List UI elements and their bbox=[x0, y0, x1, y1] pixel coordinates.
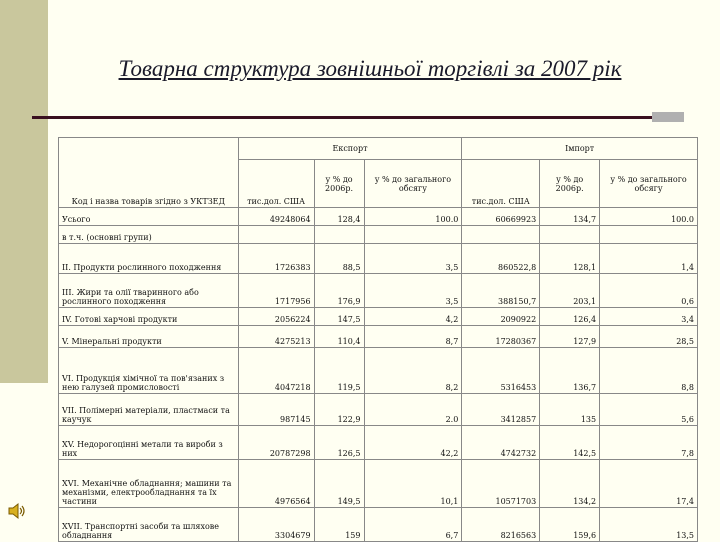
row-value: 42,2 bbox=[364, 426, 462, 460]
row-value: 49248064 bbox=[238, 208, 314, 226]
row-value: 388150,7 bbox=[462, 274, 540, 308]
row-value: 128,1 bbox=[540, 244, 600, 274]
row-value: 142,5 bbox=[540, 426, 600, 460]
table-row bbox=[59, 274, 698, 308]
header-import: Імпорт bbox=[462, 138, 698, 160]
row-label: VI. Продукція хімічної та пов'язаних з нею галузей промисловості bbox=[59, 348, 239, 394]
row-value: 13,5 bbox=[600, 508, 698, 542]
header-exp-usd: тис.дол. США bbox=[238, 160, 314, 208]
speaker-icon[interactable] bbox=[6, 500, 28, 522]
table-row bbox=[59, 348, 698, 394]
row-value: 203,1 bbox=[540, 274, 600, 308]
row-value: 4047218 bbox=[238, 348, 314, 394]
row-value bbox=[314, 226, 364, 244]
row-value bbox=[364, 226, 462, 244]
row-value: 147,5 bbox=[314, 308, 364, 326]
header-imp-pct-total: у % до загального обсягу bbox=[600, 160, 698, 208]
row-value: 149,5 bbox=[314, 460, 364, 508]
row-label: в т.ч. (основні групи) bbox=[59, 226, 239, 244]
row-value: 2090922 bbox=[462, 308, 540, 326]
row-value: 4,2 bbox=[364, 308, 462, 326]
row-value: 987145 bbox=[238, 394, 314, 426]
row-value bbox=[600, 226, 698, 244]
row-value: 860522,8 bbox=[462, 244, 540, 274]
row-value: 2056224 bbox=[238, 308, 314, 326]
row-value: 60669923 bbox=[462, 208, 540, 226]
row-value: 8216563 bbox=[462, 508, 540, 542]
row-value: 7,8 bbox=[600, 426, 698, 460]
title-rule bbox=[32, 116, 652, 119]
table-row bbox=[59, 394, 698, 426]
row-value: 8,7 bbox=[364, 326, 462, 348]
row-value: 135 bbox=[540, 394, 600, 426]
row-value bbox=[238, 226, 314, 244]
row-value: 3304679 bbox=[238, 508, 314, 542]
row-value: 88,5 bbox=[314, 244, 364, 274]
row-value: 3412857 bbox=[462, 394, 540, 426]
row-value: 159 bbox=[314, 508, 364, 542]
title-rule-accent bbox=[652, 112, 684, 122]
row-value: 10571703 bbox=[462, 460, 540, 508]
row-value: 126,4 bbox=[540, 308, 600, 326]
row-value: 4742732 bbox=[462, 426, 540, 460]
row-value: 3,5 bbox=[364, 274, 462, 308]
row-value: 1,4 bbox=[600, 244, 698, 274]
row-value: 176,9 bbox=[314, 274, 364, 308]
row-value: 100.0 bbox=[364, 208, 462, 226]
slide-title: Товарна структура зовнішньої торгівлі за 2007 рік bbox=[118, 56, 622, 81]
row-value: 128,4 bbox=[314, 208, 364, 226]
row-value: 4976564 bbox=[238, 460, 314, 508]
row-label: XVI. Механічне обладнання; машини та механізми, електрообладнання та їх частини bbox=[59, 460, 239, 508]
header-imp-usd: тис.дол. США bbox=[462, 160, 540, 208]
table-row bbox=[59, 208, 698, 226]
row-value: 136,7 bbox=[540, 348, 600, 394]
row-value: 126,5 bbox=[314, 426, 364, 460]
row-value: 28,5 bbox=[600, 326, 698, 348]
row-value: 1726383 bbox=[238, 244, 314, 274]
row-value: 0,6 bbox=[600, 274, 698, 308]
row-value: 1717956 bbox=[238, 274, 314, 308]
row-value: 5,6 bbox=[600, 394, 698, 426]
table-row bbox=[59, 460, 698, 508]
row-value: 159,6 bbox=[540, 508, 600, 542]
row-value: 122,9 bbox=[314, 394, 364, 426]
row-value: 17280367 bbox=[462, 326, 540, 348]
row-value: 134,2 bbox=[540, 460, 600, 508]
header-exp-pct-2006: у % до 2006р. bbox=[314, 160, 364, 208]
row-value: 2.0 bbox=[364, 394, 462, 426]
row-value: 4275213 bbox=[238, 326, 314, 348]
row-value: 6,7 bbox=[364, 508, 462, 542]
row-value: 17,4 bbox=[600, 460, 698, 508]
header-code-cell: Код і назва товарів згідно з УКТЗЕД bbox=[59, 138, 239, 208]
trade-table bbox=[58, 137, 698, 542]
row-label: XV. Недорогоцінні метали та вироби з них bbox=[59, 426, 239, 460]
row-label: V. Мінеральні продукти bbox=[59, 326, 239, 348]
row-value: 8,2 bbox=[364, 348, 462, 394]
header-exp-pct-total: у % до загального обсягу bbox=[364, 160, 462, 208]
row-value: 127,9 bbox=[540, 326, 600, 348]
row-value: 3,5 bbox=[364, 244, 462, 274]
table-row bbox=[59, 244, 698, 274]
row-value: 119,5 bbox=[314, 348, 364, 394]
table-row bbox=[59, 326, 698, 348]
table-row bbox=[59, 226, 698, 244]
table-row bbox=[59, 308, 698, 326]
row-label: II. Продукти рослинного походження bbox=[59, 244, 239, 274]
row-value bbox=[462, 226, 540, 244]
row-label: Усього bbox=[59, 208, 239, 226]
row-value: 3,4 bbox=[600, 308, 698, 326]
row-label: IV. Готові харчові продукти bbox=[59, 308, 239, 326]
row-value: 20787298 bbox=[238, 426, 314, 460]
table-row bbox=[59, 426, 698, 460]
header-export: Експорт bbox=[238, 138, 462, 160]
table-row bbox=[59, 508, 698, 542]
row-value: 100.0 bbox=[600, 208, 698, 226]
row-label: VII. Полімерні матеріали, пластмаси та каучук bbox=[59, 394, 239, 426]
row-value: 5316453 bbox=[462, 348, 540, 394]
header-imp-pct-2006: у % до 2006р. bbox=[540, 160, 600, 208]
row-value: 110,4 bbox=[314, 326, 364, 348]
row-value bbox=[540, 226, 600, 244]
row-label: III. Жири та олії тваринного або рослинного походження bbox=[59, 274, 239, 308]
row-value: 134,7 bbox=[540, 208, 600, 226]
row-value: 8,8 bbox=[600, 348, 698, 394]
row-value: 10,1 bbox=[364, 460, 462, 508]
row-label: XVII. Транспортні засоби та шляхове обладнання bbox=[59, 508, 239, 542]
